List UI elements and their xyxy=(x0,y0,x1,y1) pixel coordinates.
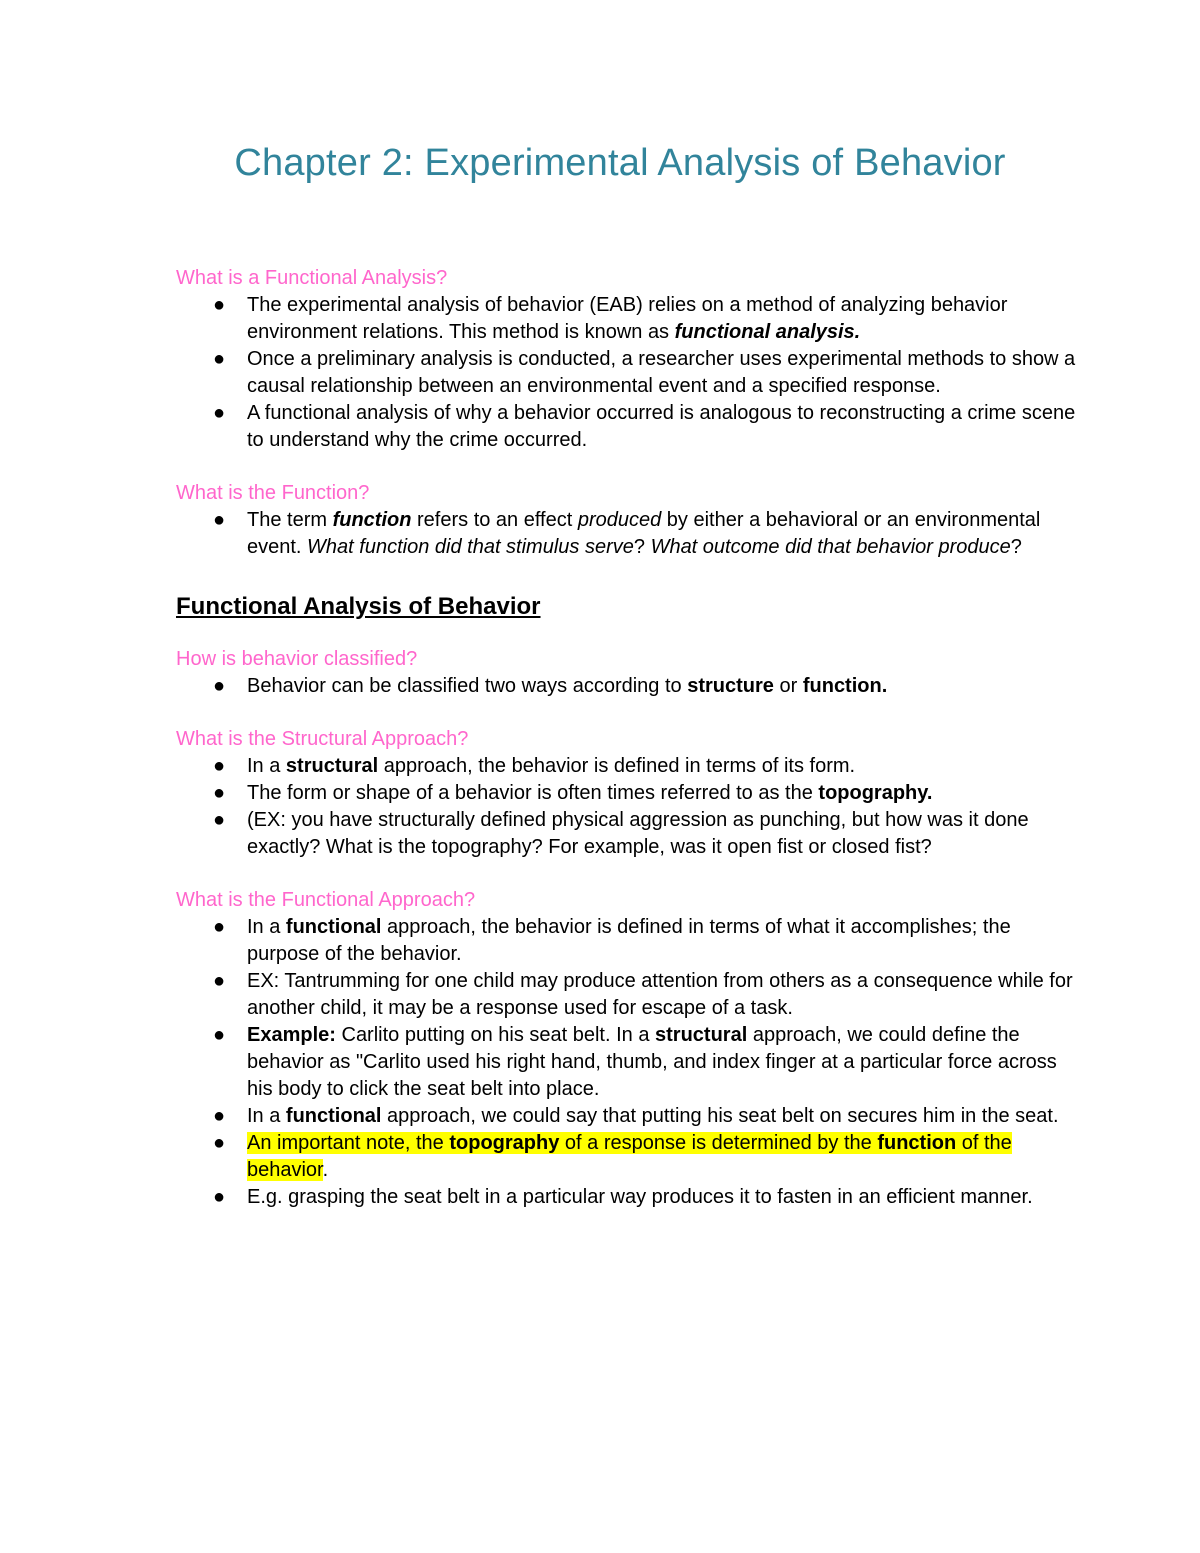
section-heading: Functional Analysis of Behavior xyxy=(176,593,541,620)
list-item xyxy=(176,807,1076,861)
question-heading: What is a Functional Analysis? xyxy=(176,267,448,289)
text-run: ? xyxy=(633,536,651,558)
text-run: approach, we could say that putting his seat belt on secures him in the seat. xyxy=(381,1105,1059,1127)
question-heading: What is the Structural Approach? xyxy=(176,728,469,750)
bold-text: structural xyxy=(285,755,379,777)
bold-text: topography xyxy=(449,1132,560,1154)
text-run: In a xyxy=(247,1105,286,1127)
text-run: E.g. grasping the seat belt in a particular way produces it to fasten in an efficient manner. xyxy=(247,1186,1033,1208)
text-run: Once a preliminary analysis is conducted, a researcher uses experimental methods to show a causal relationship between an environmental event and a specified response. xyxy=(247,348,1076,397)
bullet-icon: ● xyxy=(213,970,226,992)
question-heading: What is the Function? xyxy=(176,482,370,504)
bullet-icon: ● xyxy=(213,509,226,531)
bullet-icon: ● xyxy=(213,1132,226,1154)
bold-text: Example: xyxy=(247,1024,336,1046)
text-run: approach, we could define the behavior as "Carlito used his right hand, thumb, and index finger at a particular force across his body to click the seat belt into place. xyxy=(247,1024,1057,1100)
bold-text: functional xyxy=(285,916,382,938)
text-run: EX: Tantrumming for one child may produce attention from others as a consequence while for another child, it may be a response used for escape of a task. xyxy=(247,970,1073,1019)
italic-text: What outcome did that behavior produce xyxy=(650,536,1011,558)
text-run: refers to an effect xyxy=(411,509,578,531)
list-item xyxy=(176,1022,1076,1103)
text-run: (EX: you have structurally defined physical aggression as punching, but how was it done exactly? What is the topography? For example, was it open fist or closed fist? xyxy=(247,809,1029,858)
text-run: ? xyxy=(1010,536,1022,558)
list-item xyxy=(176,753,1076,780)
list-item xyxy=(176,914,1076,968)
bold-text: structural xyxy=(655,1024,748,1046)
text-run: The term xyxy=(247,509,333,531)
bold-text: topography. xyxy=(818,782,933,804)
bullet-icon: ● xyxy=(213,294,226,316)
text-run: approach, the behavior is defined in terms of what it accomplishes; the purpose of the behavior. xyxy=(247,916,1011,965)
highlighted-note xyxy=(247,1132,1012,1181)
bullet-list xyxy=(176,507,1076,561)
text-run: of a response is determined by the xyxy=(559,1132,878,1154)
list-item xyxy=(176,507,1076,561)
text-run: by either a behavioral or an environmental event. xyxy=(247,509,1041,558)
text-run: An important note, the xyxy=(247,1132,450,1154)
bullet-list xyxy=(176,673,1076,700)
bullet-icon: ● xyxy=(213,916,226,938)
list-item xyxy=(176,1130,1076,1184)
bold-text: function. xyxy=(802,675,888,697)
italic-text: What function did that stimulus serve xyxy=(307,536,634,558)
italic-text: produced xyxy=(577,509,662,531)
bullet-icon: ● xyxy=(213,809,226,831)
bullet-icon: ● xyxy=(213,402,226,424)
text-run: Behavior can be classified two ways according to xyxy=(247,675,688,697)
text-run: The experimental analysis of behavior (EAB) relies on a method of analyzing behavior environment relations. This method is known as xyxy=(247,294,1008,343)
text-run: Carlito putting on his seat belt. In a xyxy=(335,1024,656,1046)
question-heading: What is the Functional Approach? xyxy=(176,889,476,911)
bullet-icon: ● xyxy=(213,1024,226,1046)
emphasis-text: functional analysis. xyxy=(674,321,861,343)
text-run: A functional analysis of why a behavior occurred is analogous to reconstructing a crime scene to understand why the crime occurred. xyxy=(247,402,1076,451)
text-run: . xyxy=(322,1159,329,1181)
bold-text: functional xyxy=(285,1105,382,1127)
list-item xyxy=(176,346,1076,400)
bullet-icon: ● xyxy=(213,675,226,697)
bullet-list xyxy=(176,292,1076,454)
list-item xyxy=(176,968,1076,1022)
question-heading: How is behavior classified? xyxy=(176,648,418,670)
list-item xyxy=(176,292,1076,346)
document-body xyxy=(176,264,1076,1211)
bullet-list xyxy=(176,753,1076,861)
bullet-icon: ● xyxy=(213,1186,226,1208)
text-run: In a xyxy=(247,916,286,938)
list-item xyxy=(176,400,1076,454)
bullet-icon: ● xyxy=(213,348,226,370)
list-item xyxy=(176,780,1076,807)
bold-text: function xyxy=(877,1132,957,1154)
list-item xyxy=(176,1103,1076,1130)
emphasis-text: function xyxy=(332,509,412,531)
text-run: approach, the behavior is defined in terms of its form. xyxy=(378,755,856,777)
list-item xyxy=(176,1184,1076,1211)
bullet-icon: ● xyxy=(213,1105,226,1127)
text-run: The form or shape of a behavior is often times referred to as the xyxy=(247,782,819,804)
text-run: of the behavior xyxy=(247,1132,1012,1181)
text-run: or xyxy=(773,675,803,697)
list-item xyxy=(176,673,1076,700)
bullet-icon: ● xyxy=(213,782,226,804)
page-title: Chapter 2: Experimental Analysis of Behavior xyxy=(234,142,1006,184)
bold-text: structure xyxy=(687,675,774,697)
bullet-list xyxy=(176,914,1076,1211)
bullet-icon: ● xyxy=(213,755,226,777)
text-run: In a xyxy=(247,755,286,777)
